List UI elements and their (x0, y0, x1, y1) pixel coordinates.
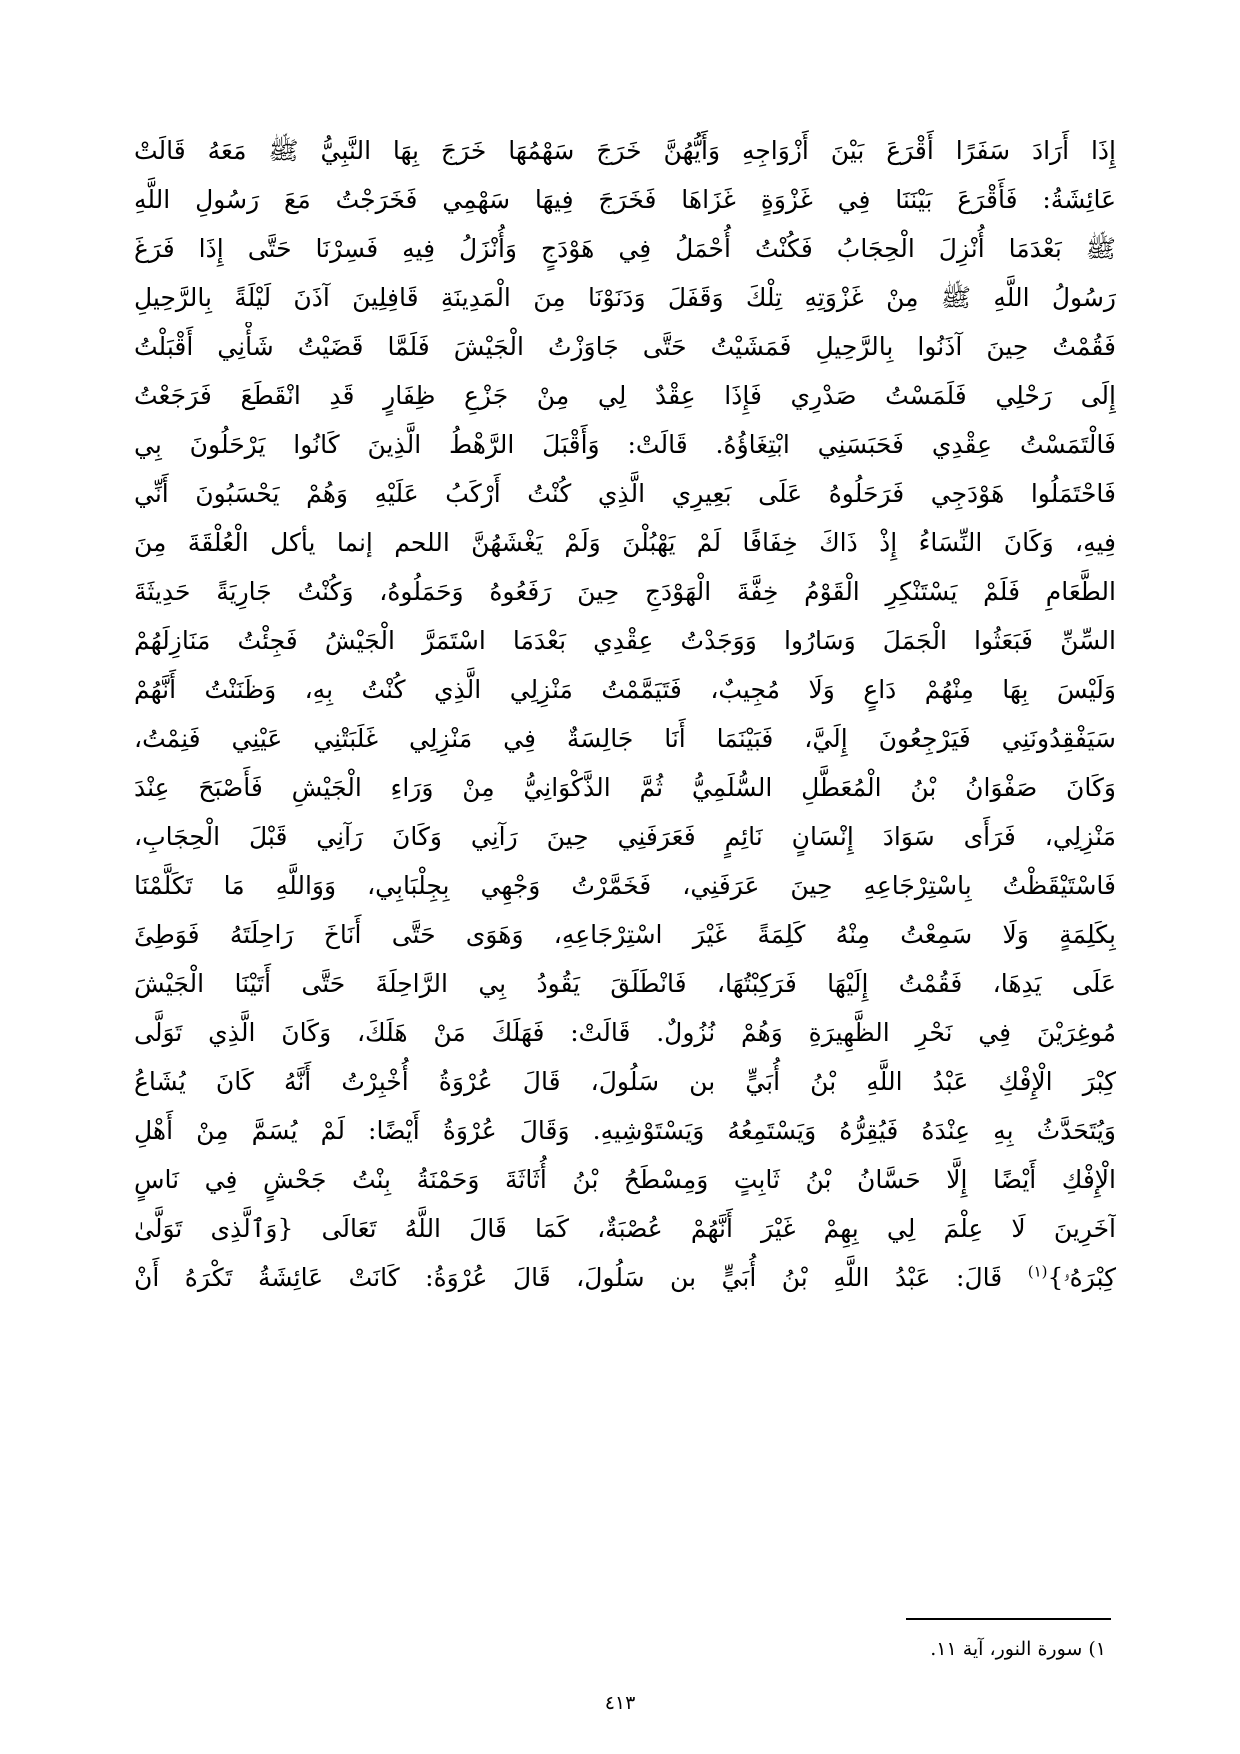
footnote-separator (906, 1618, 1111, 1620)
text-line: آخَرِينَ لَا عِلْمَ لِي بِهِمْ غَيْرَ أَنَّهُمْ عُصْبَةٌ، كَمَا قَالَ اللَّهُ تَعَالَى {وَٱلَّذِى تَوَلَّىٰ (134, 1214, 1116, 1243)
footnote-marker[interactable]: (١) (1027, 1262, 1048, 1281)
text-line: فِيهِ، وَكَانَ النِّسَاءُ إِذْ ذَاكَ خِفَافًا لَمْ يَهْبُلْنَ وَلَمْ يَغْشَهُنَّ اللحم إنما يأكل الْعُلْقَةَ مِنَ (134, 528, 1116, 557)
text-line: مَنْزِلِي، فَرَأَى سَوَادَ إِنْسَانٍ نَائِمٍ فَعَرَفَنِي حِينَ رَآنِي وَكَانَ رَآنِي قَبْلَ الْحِجَابِ، (134, 822, 1116, 851)
text-line-remainder: قَالَ: عَبْدُ اللَّهِ بْنُ أُبَيٍّ بن سَلُولَ، قَالَ عُرْوَةُ: كَانَتْ عَائِشَةُ تَكْرَهُ أَنْ (134, 1263, 1003, 1292)
body-text (134, 126, 1116, 1302)
text-line: إِلَى رَحْلِي فَلَمَسْتُ صَدْرِي فَإِذَا عِقْدٌ لِي مِنْ جَزْعِ ظِفَارٍ قَدِ انْقَطَعَ فَرَجَعْتُ (134, 381, 1116, 410)
text-line: وَكَانَ صَفْوَانُ بْنُ الْمُعَطَّلِ السُّلَمِيُّ ثُمَّ الذَّكْوَانِيُّ مِنْ وَرَاءِ الْجَيْشِ فَأَصْبَحَ عِنْدَ (134, 773, 1116, 802)
footnote: ١) سورة النور، آية ١١. (930, 1638, 1106, 1660)
page-number: ٤١٣ (604, 1692, 636, 1714)
text-line: الطَّعَامِ فَلَمْ يَسْتَنْكِرِ الْقَوْمُ خِفَّةَ الْهَوْدَجِ حِينَ رَفَعُوهُ وَحَمَلُوهُ، وَكُنْتُ جَارِيَةً حَدِيثَةَ (134, 577, 1116, 606)
text-line: فَاحْتَمَلُوا هَوْدَجِي فَرَحَلُوهُ عَلَى بَعِيرِي الَّذِي كُنْتُ أَرْكَبُ عَلَيْهِ وَهُمْ يَحْسَبُونَ أَنِّي (134, 479, 1116, 508)
text-line: السِّنِّ فَبَعَثُوا الْجَمَلَ وَسَارُوا وَوَجَدْتُ عِقْدِي بَعْدَمَا اسْتَمَرَّ الْجَيْشُ فَجِئْتُ مَنَازِلَهُمْ (134, 626, 1116, 655)
text-line: سَيَفْقِدُونَنِي فَيَرْجِعُونَ إِلَيَّ، فَبَيْنَمَا أَنَا جَالِسَةٌ فِي مَنْزِلِي غَلَبَتْنِي عَيْنِي فَنِمْتُ، (134, 724, 1116, 753)
text-line: فَالْتَمَسْتُ عِقْدِي فَحَبَسَنِي ابْتِغَاؤُهُ. قَالَتْ: وَأَقْبَلَ الرَّهْطُ الَّذِينَ كَانُوا يَرْحَلُونَ بِي (134, 430, 1116, 459)
text-line: كِبْرَ الْإِفْكِ عَبْدُ اللَّهِ بْنُ أُبَيٍّ بن سَلُولَ، قَالَ عُرْوَةُ أُخْبِرْتُ أَنَّهُ كَانَ يُشَاعُ (134, 1067, 1116, 1096)
text-line: عَائِشَةُ: فَأَقْرَعَ بَيْنَنَا فِي غَزْوَةٍ غَزَاهَا فَخَرَجَ فِيهَا سَهْمِي فَخَرَجْتُ مَعَ رَسُولِ اللَّهِ (134, 185, 1116, 214)
text-line: عَلَى يَدِهَا، فَقُمْتُ إِلَيْهَا فَرَكِبْتُهَا، فَانْطَلَقَ يَقُودُ بِي الرَّاحِلَةَ حَتَّى أَتَيْنَا الْجَيْشَ (134, 969, 1116, 998)
text-line: ﷺ بَعْدَمَا أُنْزِلَ الْحِجَابُ فَكُنْتُ أُحْمَلُ فِي هَوْدَجٍ وَأُنْزَلُ فِيهِ فَسِرْنَا حَتَّى إِذَا فَرَغَ (134, 234, 1116, 263)
text-line: وَلَيْسَ بِهَا مِنْهُمْ دَاعٍ وَلَا مُجِيبٌ، فَتَيَمَّمْتُ مَنْزِلِي الَّذِي كُنْتُ بِهِ، وَظَنَنْتُ أَنَّهُمْ (134, 675, 1116, 704)
text-line: مُوغِرَيْنَ فِي نَحْرِ الظَّهِيرَةِ وَهُمْ نُزُولٌ. قَالَتْ: فَهَلَكَ مَنْ هَلَكَ، وَكَانَ الَّذِي تَوَلَّى (134, 1018, 1116, 1047)
text-line: بِكَلِمَةٍ وَلَا سَمِعْتُ مِنْهُ كَلِمَةً غَيْرَ اسْتِرْجَاعِهِ، وَهَوَى حَتَّى أَنَاخَ رَاحِلَتَهُ فَوَطِئَ (134, 920, 1116, 949)
text-line: إِذَا أَرَادَ سَفَرًا أَقْرَعَ بَيْنَ أَزْوَاجِهِ وَأَيُّهُنَّ خَرَجَ سَهْمُهَا خَرَجَ بِهَا النَّبِيُّ ﷺ مَعَهُ قَالَتْ (134, 136, 1116, 165)
text-line: وَيُتَحَدَّثُ بِهِ عِنْدَهُ فَيُقِرُّهُ وَيَسْتَمِعُهُ وَيَسْتَوْشِيهِ. وَقَالَ عُرْوَةُ أَيْضًا: لَمْ يُسَمَّ مِنْ أَهْلِ (134, 1116, 1116, 1145)
text-line: الْإِفْكِ أَيْضًا إِلَّا حَسَّانُ بْنُ ثَابِتٍ وَمِسْطَحُ بْنُ أُثَاثَةَ وَحَمْنَةُ بِنْتُ جَحْشٍ فِي نَاسٍ (134, 1165, 1116, 1194)
quran-verse-end: كِبْرَهُۥ} (1047, 1263, 1116, 1292)
text-line: فَقُمْتُ حِينَ آذَنُوا بِالرَّحِيلِ فَمَشَيْتُ حَتَّى جَاوَزْتُ الْجَيْشَ فَلَمَّا قَضَيْتُ شَأْنِي أَقْبَلْتُ (134, 332, 1116, 361)
text-line: رَسُولُ اللَّهِ ﷺ مِنْ غَزْوَتِهِ تِلْكَ وَقَفَلَ وَدَنَوْنَا مِنَ الْمَدِينَةِ قَافِلِينَ آذَنَ لَيْلَةً بِالرَّحِيلِ (134, 283, 1116, 312)
text-line: فَاسْتَيْقَظْتُ بِاسْتِرْجَاعِهِ حِينَ عَرَفَنِي، فَخَمَّرْتُ وَجْهِي بِجِلْبَابِي، وَوَاللَّهِ مَا تَكَلَّمْنَا (134, 871, 1116, 900)
text-line-last (134, 1253, 1116, 1302)
